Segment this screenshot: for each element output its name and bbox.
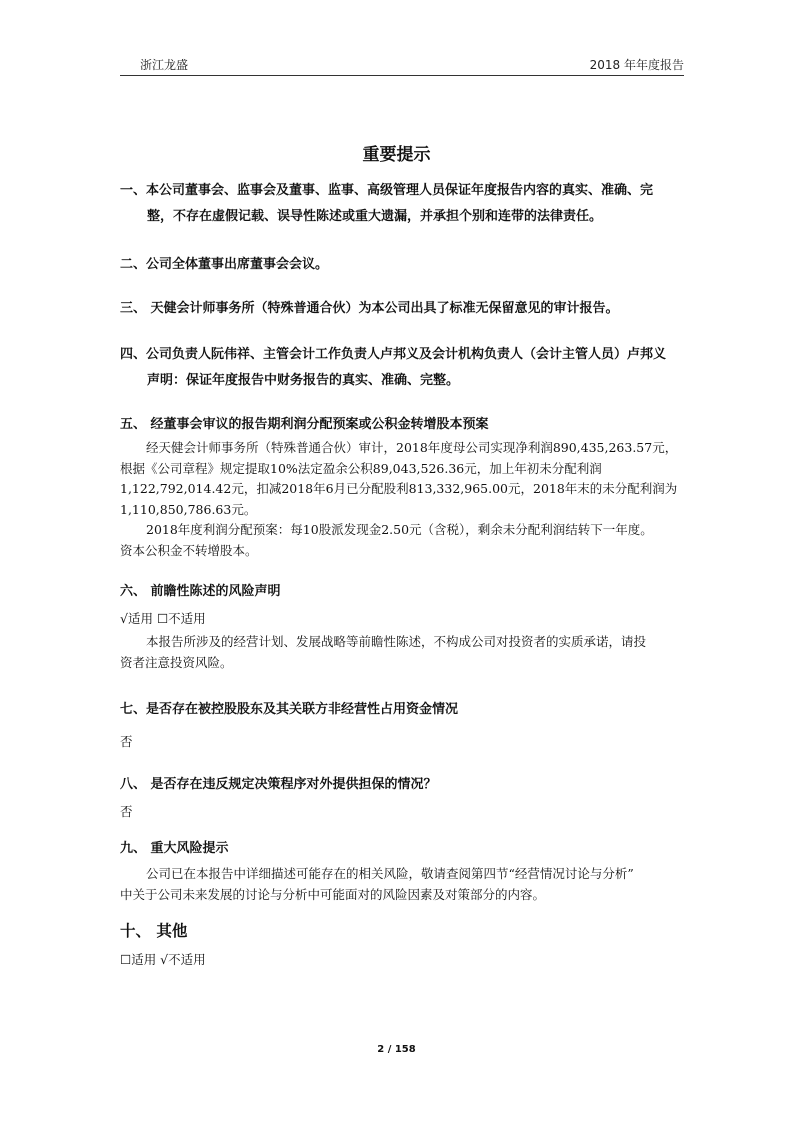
report-title: 2018 年年度报告 <box>589 58 684 72</box>
section-8-heading: 八、 是否存在违反规定决策程序对外提供担保的情况？ <box>120 777 437 792</box>
section-3: 三、 天健会计师事务所（特殊普通合伙）为本公司出具了标准无保留意见的审计报告。 <box>120 301 619 316</box>
section-5-body <box>120 438 710 561</box>
section-6-line-1: 本报告所涉及的经营计划、发展战略等前瞻性陈述，不构成公司对投资者的实质承诺，请投 <box>146 634 647 649</box>
section-7-heading: 七、是否存在被控股股东及其关联方非经营性占用资金情况 <box>120 702 459 717</box>
section-5-line-6: 资本公积金不转增股本。 <box>120 542 258 558</box>
section-5-line-2: 根据《公司章程》规定提取10%法定盈余公积89,043,526.36元，加上年初未分配利润 <box>120 460 602 476</box>
section-1-line-2: 整，不存在虚假记载、误导性陈述或重大遗漏，并承担个别和连带的法律责任。 <box>147 209 603 224</box>
section-1-line-1: 一、本公司董事会、监事会及董事、监事、高级管理人员保证年度报告内容的真实、准确、完 <box>120 183 654 198</box>
section-6-heading: 六、 前瞻性陈述的风险声明 <box>120 584 281 599</box>
section-6-options: √适用 ☐不适用 <box>120 611 206 626</box>
page-title: 重要提示 <box>362 145 431 165</box>
section-9-heading: 九、 重大风险提示 <box>120 841 229 856</box>
section-6-line-2: 资者注意投资风险。 <box>120 654 233 670</box>
page-header <box>120 56 684 74</box>
section-5-line-3: 1,122,792,014.42元，扣减2018年6月已分配股利813,332,965.00元，2018年末的未分配利润为 <box>120 481 678 496</box>
section-9-line-1: 公司已在本报告中详细描述可能存在的相关风险，敬请查阅第四节“经营情况讨论与分析” <box>146 866 634 881</box>
section-10-heading: 十、 其他 <box>120 922 188 940</box>
section-9-line-2: 中关于公司未来发展的讨论与分析中可能面对的风险因素及对策部分的内容。 <box>120 886 546 902</box>
section-6-body <box>120 632 710 673</box>
section-4 <box>120 342 720 394</box>
section-5-heading: 五、 经董事会审议的报告期利润分配预案或公积金转增股本预案 <box>120 417 489 432</box>
section-4-line-1: 四、公司负责人阮伟祥、主管会计工作负责人卢邦义及会计机构负责人（会计主管人员）卢邦义 <box>120 347 667 362</box>
section-10-options: ☐适用 √不适用 <box>120 952 206 967</box>
section-5-line-1: 经天健会计师事务所（特殊普通合伙）审计，2018年度母公司实现净利润890,435,263.57元， <box>146 440 678 455</box>
company-name: 浙江龙盛 <box>140 58 189 72</box>
section-7-answer: 否 <box>120 734 133 749</box>
section-8-answer: 否 <box>120 804 133 819</box>
header-divider <box>120 75 684 76</box>
section-5-line-4: 1,110,850,786.63元。 <box>120 501 257 517</box>
section-4-line-2: 声明：保证年度报告中财务报告的真实、准确、完整。 <box>147 373 460 388</box>
section-9-body <box>120 864 710 905</box>
section-1 <box>120 178 720 230</box>
section-5-line-5: 2018年度利润分配预案：每10股派发现金2.50元（含税），剩余未分配利润结转下一年度。 <box>146 522 653 537</box>
page-number: 2 / 158 <box>377 1044 416 1055</box>
section-2: 二、公司全体董事出席董事会会议。 <box>120 257 329 272</box>
